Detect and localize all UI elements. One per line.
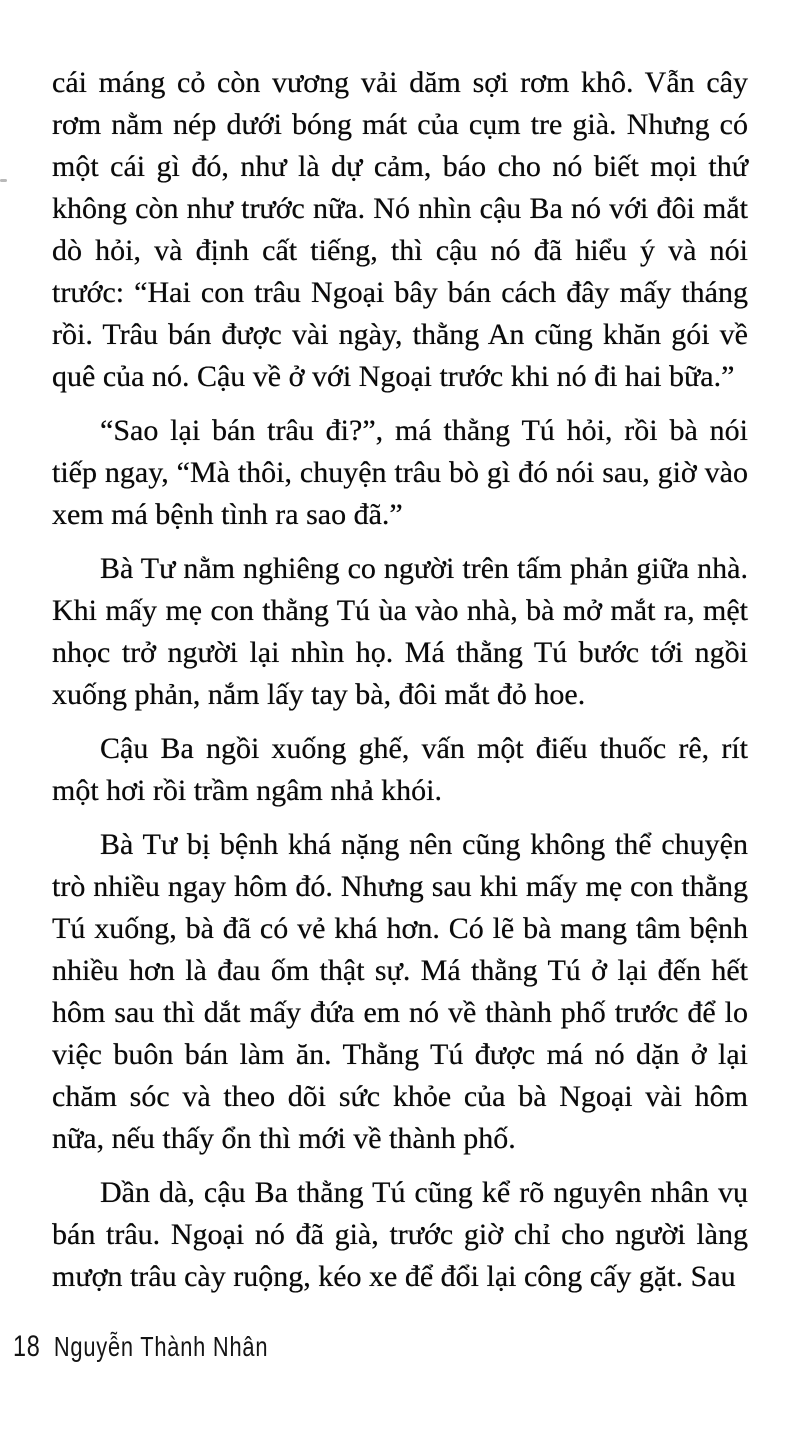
paragraph: Dần dà, cậu Ba thằng Tú cũng kể rõ nguyên nhân vụ bán trâu. Ngoại nó đã già, trước giờ chỉ cho người làng mượn trâu cày ruộng, kéo xe để đổi lại công cấy gặt. Sau: [52, 1176, 748, 1293]
paragraph: “Sao lại bán trâu đi?”, má thằng Tú hỏi, rồi bà nói tiếp ngay, “Mà thôi, chuyện trâu bò gì đó nói sau, giờ vào xem má bệnh tình ra sao đã.”: [52, 414, 748, 531]
paragraph: cái máng cỏ còn vương vải dăm sợi rơm khô. Vẫn cây rơm nằm nép dưới bóng mát của cụm tre già. Nhưng có một cái gì đó, như là dự cảm, báo cho nó biết mọi thứ không còn như trước nữa. Nó nhìn cậu Ba nó với đôi mắt dò hỏi, và định cất tiếng, thì cậu nó đã hiểu ý và nói trước: “Hai con trâu Ngoại bây bán cách đây mấy tháng rồi. Trâu bán được vài ngày, thằng An cũng khăn gói về quê của nó. Cậu về ở với Ngoại trước khi nó đi hai bữa.”: [52, 66, 748, 393]
author-name: Nguyễn Thành Nhân: [53, 1331, 269, 1362]
paragraph: Bà Tư bị bệnh khá nặng nên cũng không thể chuyện trò nhiều ngay hôm đó. Nhưng sau khi mấy mẹ con thằng Tú xuống, bà đã có vẻ khá hơn. Có lẽ bà mang tâm bệnh nhiều hơn là đau ốm thật sự. Má thằng Tú ở lại đến hết hôm sau thì dắt mấy đứa em nó về thành phố trước để lo việc buôn bán làm ăn. Thằng Tú được má nó dặn ở lại chăm sóc và theo dõi sức khỏe của bà Ngoại vài hôm nữa, nếu thấy ổn thì mới về thành phố.: [52, 828, 748, 1155]
page-text: [52, 62, 748, 1310]
page-footer: [13, 1330, 268, 1364]
paragraph: Cậu Ba ngồi xuống ghế, vấn một điếu thuốc rê, rít một hơi rồi trầm ngâm nhả khói.: [52, 732, 748, 807]
page-number: 18: [13, 1330, 41, 1363]
paragraph: Bà Tư nằm nghiêng co người trên tấm phản giữa nhà. Khi mấy mẹ con thằng Tú ùa vào nhà, bà mở mắt ra, mệt nhọc trở người lại nhìn họ. Má thằng Tú bước tới ngồi xuống phản, nắm lấy tay bà, đôi mắt đỏ hoe.: [52, 552, 748, 711]
scan-artifact: [0, 179, 7, 182]
